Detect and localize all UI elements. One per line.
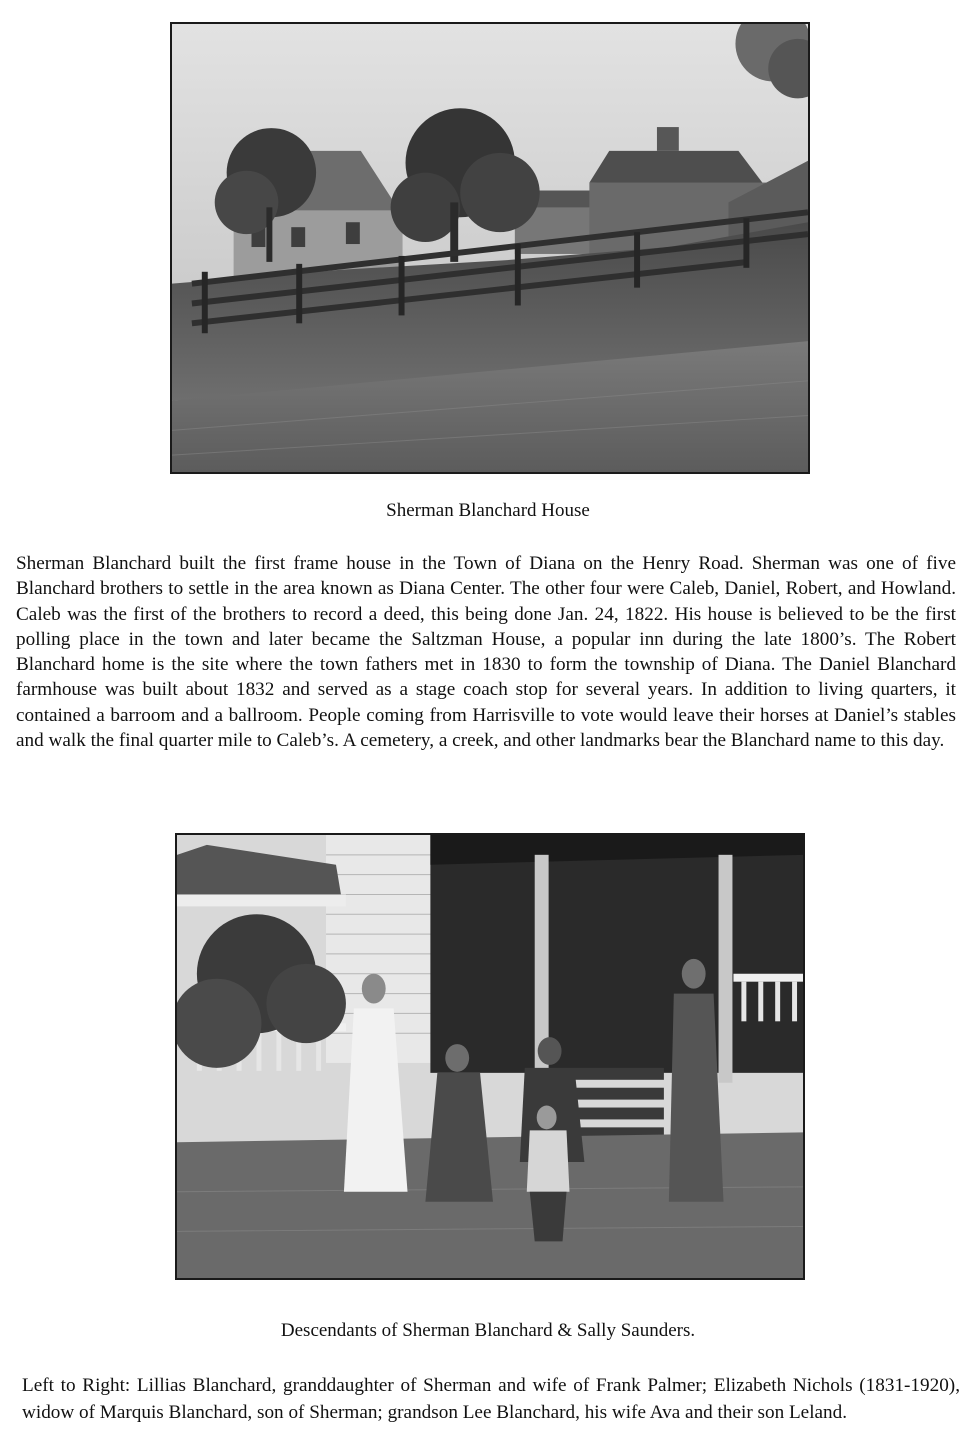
house-photo-caption: Sherman Blanchard House: [386, 500, 590, 521]
sherman-blanchard-house-photo: [170, 22, 810, 474]
family-photo-image: [177, 835, 803, 1278]
blanchard-descendants-photo: [175, 833, 805, 1280]
family-photo-caption: Descendants of Sherman Blanchard & Sally Saunders.: [280, 1320, 696, 1341]
people-identification-paragraph: Left to Right: Lillias Blanchard, granddaughter of Sherman and wife of Frank Palmer; Elizabeth Nichols (1831-1920), widow of Marquis Blanchard, son of Sherman; grandson Lee Blanchard, his wife Ava and their son Leland.: [22, 1375, 960, 1423]
history-paragraph: Sherman Blanchard built the first frame house in the Town of Diana on the Henry Road. Sherman was one of five Blanchard brothers to settle in the area known as Diana Center. The other four were Caleb, Daniel, Robert, and Howland. Caleb was the first of the brothers to record a deed, this being done Jan. 24, 1822. His house is believed to be the first polling place in the town and later became the Saltzman House, a popular inn during the late 1800’s. The Robert Blanchard home is the site where the town fathers met in 1830 to form the township of Diana. The Daniel Blanchard farmhouse was built about 1832 and served as a stage coach stop for several years. In addition to living quarters, it contained a barroom and a ballroom. People coming from Harrisville to vote would leave their horses at Daniel’s stables and walk the final quarter mile to Caleb’s. A cemetery, a creek, and other landmarks bear the Blanchard name to this day.: [16, 553, 956, 752]
house-photo-image: [172, 24, 808, 472]
